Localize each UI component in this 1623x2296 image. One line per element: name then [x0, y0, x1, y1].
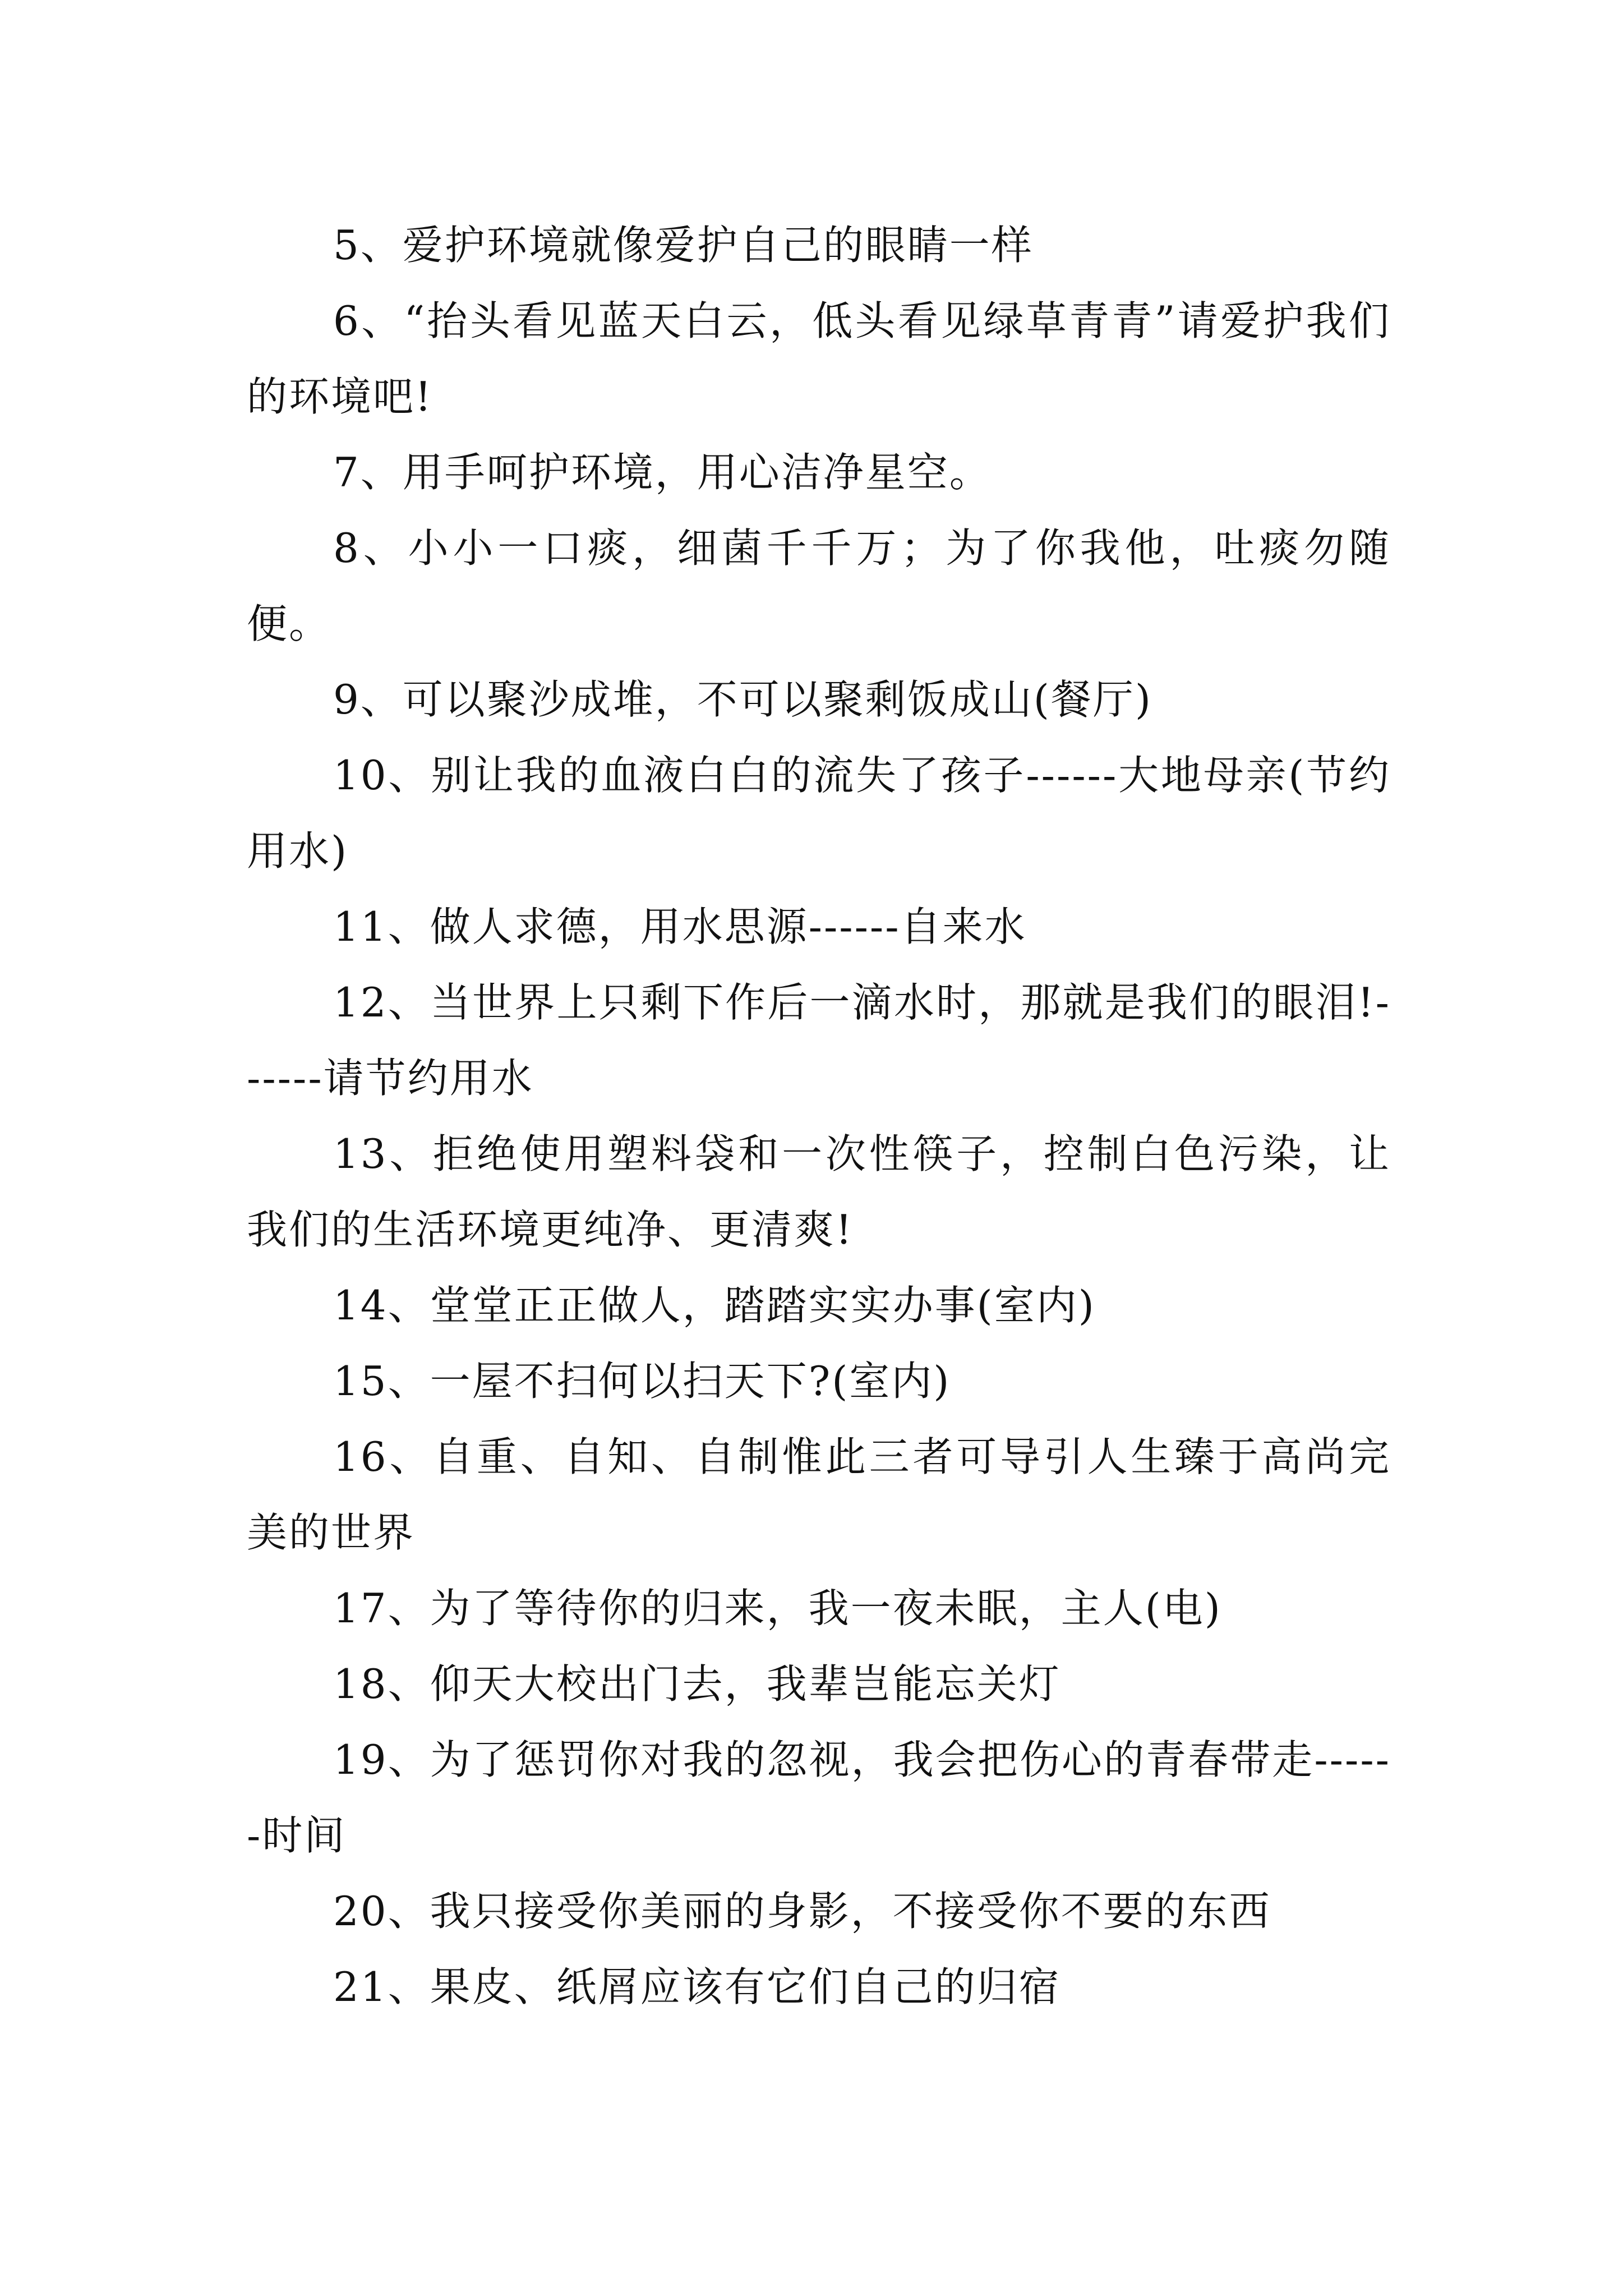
paragraph-15: 15、一屋不扫何以扫天下?(室内) — [333, 1358, 951, 1405]
paragraph-5: 5、爱护环境就像爱护自己的眼睛一样 — [333, 222, 1034, 269]
paragraph-21: 21、果皮、纸屑应该有它们自己的归宿 — [333, 1963, 1061, 2010]
paragraph-19: 19、为了惩罚你对我的忽视，我会把伤心的青春带走------时间 — [247, 1736, 1391, 1859]
paragraph-17: 17、为了等待你的归来，我一夜未眠，主人(电) — [333, 1585, 1222, 1632]
paragraph-8: 8、小小一口痰，细菌千千万；为了你我他，吐痰勿随便。 — [247, 524, 1391, 647]
paragraph-10: 10、别让我的血液白白的流失了孩子------大地母亲(节约用水) — [247, 752, 1391, 875]
document-body — [247, 208, 1391, 2025]
paragraph-13: 13、拒绝使用塑料袋和一次性筷子，控制白色污染，让我们的生活环境更纯净、更清爽! — [247, 1130, 1391, 1253]
paragraph-20: 20、我只接受你美丽的身影，不接受你不要的东西 — [333, 1888, 1271, 1935]
paragraph-11: 11、做人求德，用水思源------自来水 — [333, 903, 1027, 950]
paragraph-14: 14、堂堂正正做人，踏踏实实办事(室内) — [333, 1282, 1096, 1329]
paragraph-18: 18、仰天大校出门去，我辈岂能忘关灯 — [333, 1660, 1061, 1708]
paragraph-6: 6、“抬头看见蓝天白云，低头看见绿草青青”请爱护我们的环境吧! — [247, 297, 1391, 420]
paragraph-9: 9、可以聚沙成堆，不可以聚剩饭成山(餐厅) — [333, 676, 1152, 723]
paragraph-16: 16、自重、自知、自制惟此三者可导引人生臻于高尚完美的世界 — [247, 1433, 1391, 1556]
paragraph-7: 7、用手呵护环境，用心洁净星空。 — [333, 449, 992, 496]
paragraph-12: 12、当世界上只剩下作后一滴水时，那就是我们的眼泪!------请节约用水 — [247, 979, 1391, 1102]
